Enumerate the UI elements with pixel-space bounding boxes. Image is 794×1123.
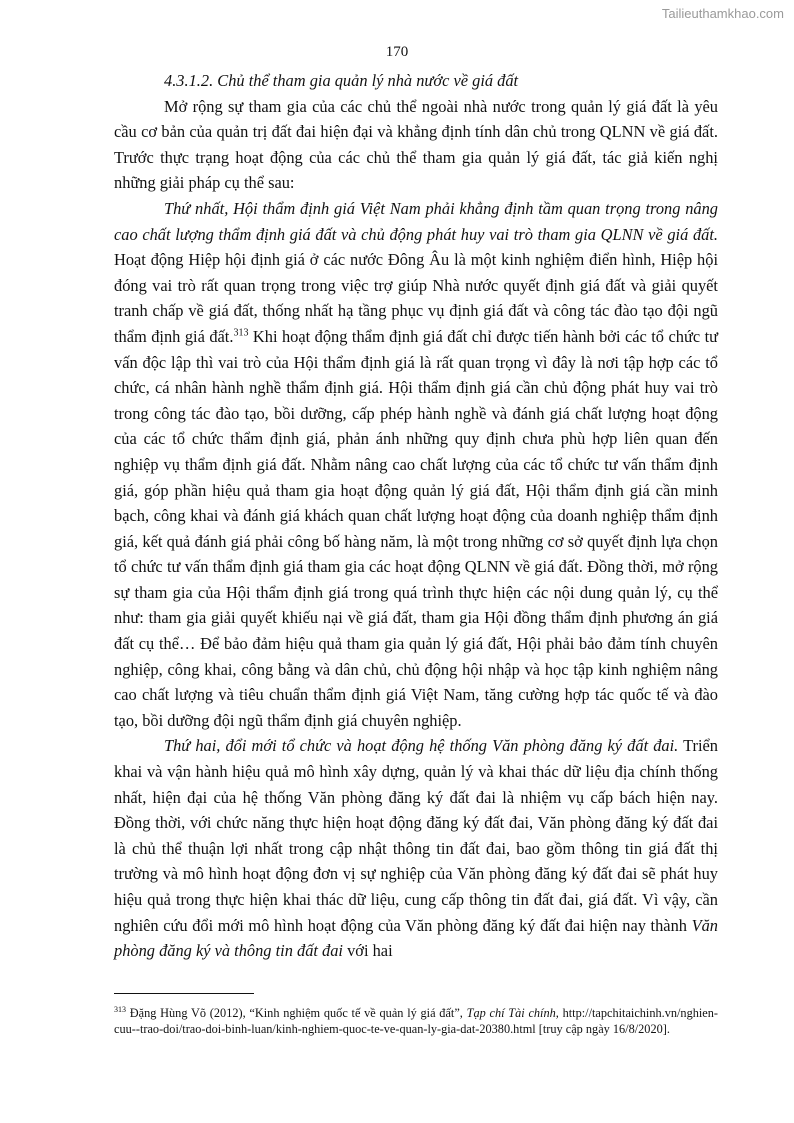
paragraph-2-text-b: Khi hoạt động thẩm định giá đất chỉ được tiến hành bởi các tổ chức tư vấn độc lập thì vai trò của Hội thẩm định giá là rất quan trọng vì đây là nơi tập hợp các tổ chức, cá nhân hành nghề thẩm định giá. Hội thẩm định giá cần chủ động phát huy vai trò trong công tác đào tạo, bồi dưỡng, cấp phép hành nghề và đánh giá chất lượng hoạt động của các tổ chức thẩm định giá, phản ánh những quy định chưa phù hợp liên quan đến nghiệp vụ thẩm định giá đất. Nhằm nâng cao chất lượng của các tổ chức tư vấn thẩm định giá, góp phần hiệu quả tham gia hoạt động quản lý giá đất, Hội thẩm định giá cần minh bạch, công khai và đánh giá khách quan chất lượng hoạt động của doanh nghiệp thẩm định giá, kết quả đánh giá phải công bố hàng năm, là một trong những cơ sở quyết định lựa chọn tổ chức tư vấn thẩm định giá tham gia các hoạt động QLNN về giá đất. Đồng thời, mở rộng sự tham gia của Hội thẩm định giá trong quá trình thực hiện các nội dung quản lý, cụ thể như: tham gia giải quyết khiếu nại về giá đất, tham gia Hội đồng thẩm định phương án giá đất cụ thể… Để bảo đảm hiệu quả tham gia quản lý giá đất, Hội phải bảo đảm tính chuyên nghiệp, công khai, công bằng và dân chủ, chủ động hội nhập và học tập kinh nghiệm nâng cao chất lượng và tiêu chuẩn thẩm định giá Việt Nam, tăng cường hợp tác quốc tế và đào tạo, bồi dưỡng đội ngũ thẩm định giá chuyên nghiệp. <box>114 326 719 730</box>
paragraph-3-text-b: với hai <box>343 941 393 961</box>
paragraph-2-text-a: Hoạt động Hiệp hội định giá ở các nước Đông Âu là một kinh nghiệm điển hình, Hiệp hội đóng vai trò rất quan trọng trong việc trợ giúp Nhà nước quyết định giá đất và giải quyết tranh chấp về giá đất, thống nhất hạ tầng phục vụ định giá đất và công tác đào tạo đội ngũ thẩm định giá đất. <box>114 250 718 346</box>
paragraph-3-lead: Thứ hai, đổi mới tổ chức và hoạt động hệ thống Văn phòng đăng ký đất đai. <box>164 736 679 756</box>
footnote-number: 313 <box>114 1005 126 1014</box>
page-number: 170 <box>385 44 409 60</box>
footnote-divider <box>114 993 254 994</box>
paragraph-2 <box>114 196 718 733</box>
footnote-text-a: Đặng Hùng Võ (2012), “Kinh nghiệm quốc tế về quản lý giá đất”, <box>126 1006 467 1021</box>
paragraph-3-italic: Văn phòng đăng ký và thông tin đất đai <box>114 915 718 961</box>
paragraph-3-text-a: Triển khai và vận hành hiệu quả mô hình xây dựng, quản lý và khai thác dữ liệu địa chính thống nhất, hiện đại của hệ thống Văn phòng đăng ký đất đai là nhiệm vụ cấp bách hiện nay. Đồng thời, với chức năng thực hiện hoạt động đăng ký đất đai, Văn phòng đăng ký đất đai là chủ thể thuận lợi nhất trong cập nhật thông tin đất đai, bao gồm thông tin giá đất thị trường và mô hình hoạt động đơn vị sự nghiệp của Văn phòng đăng ký đất đai sẽ phát huy hiệu quả trong thực hiện khai thác dữ liệu, cung cấp thông tin đất đai, giá đất. Vì vậy, cần nghiên cứu đổi mới mô hình hoạt động của Văn phòng đăng ký đất đai hiện nay thành <box>114 736 718 935</box>
paragraph-3 <box>114 733 718 963</box>
section-heading: 4.3.1.2. Chủ thể tham gia quản lý nhà nước về giá đất <box>164 71 519 90</box>
watermark: Tailieuthamkhao.com <box>661 6 784 21</box>
footnote <box>114 1002 718 1037</box>
body-text <box>114 68 718 964</box>
footnote-text-b: http://tapchitaichinh.vn/nghien-cuu--trao-doi/trao-doi-binh-luan/kinh-nghiem-quoc-te-ve-quan-ly-gia-dat-20380.html [truy cập ngày 16/8/2020]. <box>114 1006 718 1036</box>
footnote-reference[interactable]: 313 <box>233 327 249 339</box>
paragraph-2-lead: Thứ nhất, Hội thẩm định giá Việt Nam phải khẳng định tầm quan trọng trong nâng cao chất lượng thẩm định giá đất và chủ động phát huy vai trò tham gia QLNN về giá đất. <box>114 198 718 244</box>
paragraph-1: Mở rộng sự tham gia của các chủ thể ngoài nhà nước trong quản lý giá đất là yêu cầu cơ bản của quản trị đất đai hiện đại và khẳng định tính dân chủ trong QLNN về giá đất. Trước thực trạng hoạt động của các chủ thể tham gia quản lý giá đất, tác giả kiến nghị những giải pháp cụ thể sau: <box>114 96 718 193</box>
footnote-journal: Tạp chí Tài chính, <box>466 1006 559 1021</box>
